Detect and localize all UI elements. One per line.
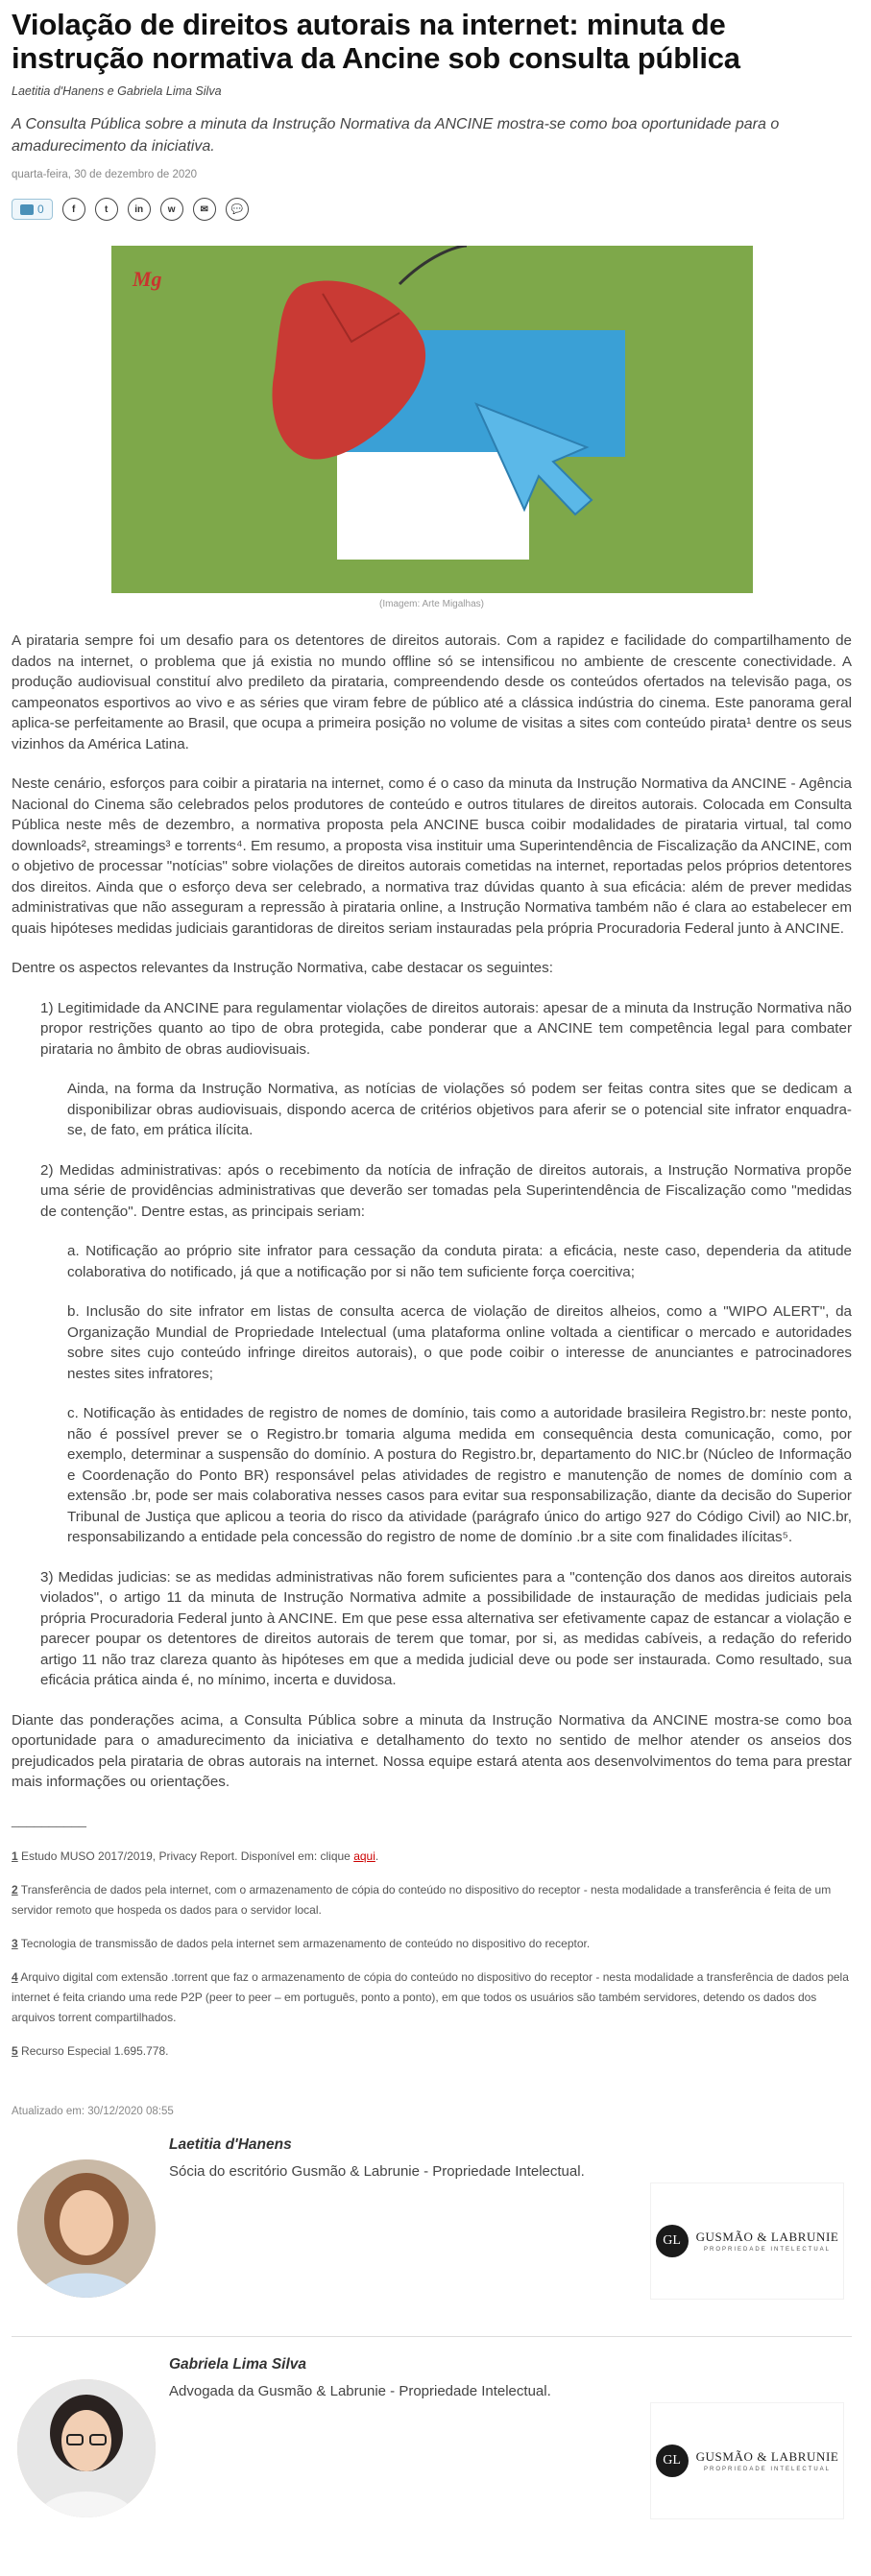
email-icon[interactable]: ✉ — [193, 198, 216, 221]
whatsapp-icon[interactable]: w — [160, 198, 183, 221]
item-3: 3) Medidas judicias: se as medidas administrativas não forem suficientes para a "contenção dos danos aos direitos autorais violados", o artigo 11 da minuta de Instrução Normativa admite a possibilidade de instauração de medidas judiciais pela própria Procuradoria Federal junto à ANCINE. Em que pese essa alternativa ser efetivamente capaz de estancar a violação e parecer poupar os detentores de direitos autorais de terem que tomar, por si, as medidas cabíveis, a redação do referido artigo 11 não traz clareza quanto às hipóteses em que a medida judicial deve ou pode ser instaurada. Como resultado, sua eficácia prática ainda é, no mínimo, incerta e duvidosa. — [40, 1568, 852, 1688]
like-count: 0 — [37, 203, 44, 216]
item-2b: b. Inclusão do site infrator em listas de consulta acerca de violação de direitos alheios, como a "WIPO ALERT", da Organização Mundial de Propriedade Intelectual (uma plataforma online voltada a cientificar o mercado e autoridades sobre sites cujo conteúdo infringe direitos autorais), o que pode coibir o interesse de anunciantes e patrocinadores nestes sites infratores; — [67, 1303, 852, 1382]
firm-logo-mark: GL — [656, 2445, 689, 2477]
paragraph-3: Dentre os aspectos relevantes da Instrução Normativa, cabe destacar os seguintes: — [12, 960, 553, 976]
item-2c: c. Notificação às entidades de registro de nomes de domínio, tais como a autoridade brasileira Registro.br: neste ponto, não é possível prever se o Registro.br tomaria alguma medida em consequência desta comunicação, como, por exemplo, determinar a suspensão do domínio. A postura do Registro.br, departamento do NIC.br (Núcleo de Informação e Coordenação do Ponto BR) responsável pelas atividades de registro e manutenção de nomes de domínio com a extensão .br, pode ser mais colaborativa nesses casos para evitar sua responsabilização, diante da decisão do Superior Tribunal de Justiça que aplicou a teoria do risco da atividade (parágrafo único do artigo 927 do Código Civil) ao NIC.br, responsabilizando a entidade pela concessão do registro de nome de domínio .br a site com finalidades ilícitas⁵. — [67, 1405, 852, 1545]
item-1: 1) Legitimidade da ANCINE para regulamentar violações de direitos autorais: apesar de a minuta da Instrução Normativa não propor restrições quanto ao tipo de obra protegida, cabe ponderar que a ANCINE tem competência legal para combater pirataria no âmbito de obras audiovisuais. — [40, 999, 852, 1058]
migalhas-logo: Mg — [132, 267, 162, 291]
footnote-number: 1 — [12, 1849, 18, 1863]
footnote-number: 2 — [12, 1882, 18, 1896]
thumbs-up-icon — [20, 204, 34, 215]
author-divider — [12, 2336, 852, 2337]
item-2: 2) Medidas administrativas: após o recebimento da notícia de infração de direitos autorais, a Instrução Normativa propõe uma série de providências administrativas que deverão ser tomadas pela Superintendência de Fiscalização como "medidas de contenção". Dentre estas, as principais seriam: — [40, 1161, 852, 1220]
share-bar — [12, 198, 852, 221]
linkedin-icon[interactable]: in — [128, 198, 151, 221]
author-link-1[interactable]: Laetitia d'Hanens — [12, 84, 105, 98]
footnote-3 — [12, 1934, 852, 1954]
paragraph-1: A pirataria sempre foi um desafio para os detentores de direitos autorais. Com a rapidez e facilidade do compartilhamento de dados na internet, o problema que já existia no mundo offline só se intensificou no ambiente de crescente conectividade. A produção audiovisual constituí alvo predileto da pirataria, compreendendo desde os conteúdos ofertados na televisão paga, os campeonatos esportivos ao vivo e as séries que viram febre de público até a clássica indústria do cinema. Este panorama geral aplica-se perfeitamente ao Brasil, que ocupa a primeira posição no volume de visitas a sites com conteúdo pirata¹ dentre os seus vizinhos da América Latina. — [12, 632, 852, 752]
footnote-text: Estudo MUSO 2017/2019, Privacy Report. Disponível em: clique — [17, 1849, 354, 1863]
article-title: Violação de direitos autorais na internet: minuta de instrução normativa da Ancine sob consulta pública — [12, 8, 740, 75]
firm-logo-subtitle: PROPRIEDADE INTELECTUAL — [703, 2466, 832, 2472]
article-authors — [12, 84, 852, 98]
footnote-text: Recurso Especial 1.695.778. — [17, 2043, 169, 2058]
author-photo[interactable] — [17, 2379, 156, 2517]
firm-logo[interactable] — [650, 2182, 844, 2300]
footnote-5 — [12, 2041, 852, 2062]
footnote-number: 5 — [12, 2043, 18, 2058]
like-button[interactable] — [12, 199, 53, 220]
footnote-separator: __________ — [12, 1811, 86, 1827]
author-bio: Advogada da Gusmão & Labrunie - Propriedade Intelectual. — [169, 2382, 551, 2399]
footnote-1 — [12, 1847, 852, 1867]
author-card-2 — [12, 2356, 852, 2546]
footnote-text: Tecnologia de transmissão de dados pela internet sem armazenamento de conteúdo no dispositivo do receptor. — [17, 1936, 591, 1950]
facebook-icon[interactable]: f — [62, 198, 85, 221]
article-illustration — [111, 246, 753, 593]
footnote-4 — [12, 1968, 852, 2028]
author-photo[interactable] — [17, 2159, 156, 2298]
white-panel — [337, 452, 529, 560]
article-image — [111, 246, 753, 593]
author-card-1 — [12, 2136, 852, 2326]
author-bio: Sócia do escritório Gusmão & Labrunie - Propriedade Intelectual. — [169, 2162, 585, 2180]
firm-logo[interactable] — [650, 2402, 844, 2519]
footnote-number: 4 — [12, 1969, 18, 1984]
author-link-2[interactable]: Gabriela Lima Silva — [117, 84, 222, 98]
footnote-text: Arquivo digital com extensão .torrent que faz o armazenamento de cópia do conteúdo no dispositivo do receptor - nesta modalidade a transferência de dados pela internet é feita criando uma rede P2P (peer to peer – em português, ponto a ponto), em que todos os usuários são também servidores, detendo os dados dos arquivos torrent compartilhados. — [12, 1969, 849, 2024]
author-name[interactable]: Laetitia d'Hanens — [169, 2135, 292, 2153]
firm-logo-mark: GL — [656, 2225, 689, 2257]
article-date: quarta-feira, 30 de dezembro de 2020 — [12, 169, 198, 180]
updated-timestamp: Atualizado em: 30/12/2020 08:55 — [12, 2105, 174, 2117]
twitter-icon[interactable]: t — [95, 198, 118, 221]
footnote-end: . — [375, 1849, 379, 1863]
image-caption: (Imagem: Arte Migalhas) — [379, 599, 484, 609]
paragraph-conclusion: Diante das ponderações acima, a Consulta Pública sobre a minuta da Instrução Normativa da ANCINE mostra-se como boa oportunidade para o amadurecimento da iniciativa e detalhamento do texto no sentido de melhor atender os anseios dos prejudicados pela pirataria de obras autorais na internet. Nossa equipe estará atenta aos desenvolvimentos do tema para prestar mais informações ou orientações. — [12, 1711, 852, 1790]
author-separator: e — [107, 84, 114, 98]
firm-logo-subtitle: PROPRIEDADE INTELECTUAL — [703, 2246, 832, 2253]
footnote-link[interactable]: aqui — [353, 1849, 375, 1863]
footnote-number: 3 — [12, 1936, 18, 1950]
author-name[interactable]: Gabriela Lima Silva — [169, 2355, 307, 2373]
footnote-2 — [12, 1880, 852, 1920]
article-body — [12, 631, 852, 1793]
paragraph-2: Neste cenário, esforços para coibir a pirataria na internet, como é o caso da minuta da Instrução Normativa da ANCINE - Agência Nacional do Cinema são celebrados pelos produtores de conteúdo e outros titulares de direitos autorais. Colocada em Consulta Pública neste mês de dezembro, a normativa proposta pela ANCINE busca coibir modalidades de pirataria virtual, tal como downloads², streamings³ e torrents⁴. Em resumo, a proposta visa instituir uma Superintendência de Fiscalização da ANCINE, com o objetivo de processar "notícias" sobre violações de direitos autorais cometidas na internet, reportadas pelos próprios detentores dos direitos. Ainda que o esforço deva ser celebrado, a normativa traz dúvidas quanto à sua eficácia: além de prever medidas administrativas que não asseguram a repressão à pirataria online, a Instrução Normativa também não é clara ao estabelecer em quais hipóteses medidas judiciais garantidoras de direitos seriam instauradas pela própria Procuradoria Federal junto à ANCINE. — [12, 775, 852, 937]
item-1-detail: Ainda, na forma da Instrução Normativa, as notícias de violações só podem ser feitas contra sites que se dedicam a disponibilizar obras audiovisuais, dispondo acerca de critérios objetivos para aferir se o potencial site infrator enquadra-se, de fato, em prática ilícita. — [67, 1081, 852, 1138]
item-2a: a. Notificação ao próprio site infrator para cessação da conduta pirata: a eficácia, neste caso, dependeria da atitude colaborativa do notificado, já que a notificação por si não tem suficiente força coercitiva; — [67, 1243, 852, 1280]
footnote-text: Transferência de dados pela internet, com o armazenamento de cópia do conteúdo no dispositivo do receptor - nesta modalidade a transferência é feita de um servidor remoto que hospeda os dados para o servidor local. — [12, 1882, 832, 1917]
firm-logo-name: GUSMÃO & LABRUNIE — [695, 2448, 839, 2464]
article-lead: A Consulta Pública sobre a minuta da Instrução Normativa da ANCINE mostra-se como boa oportunidade para o amadurecimento da iniciativa. — [12, 116, 780, 155]
firm-logo-name: GUSMÃO & LABRUNIE — [695, 2229, 839, 2244]
comment-icon[interactable]: 💬 — [226, 198, 249, 221]
